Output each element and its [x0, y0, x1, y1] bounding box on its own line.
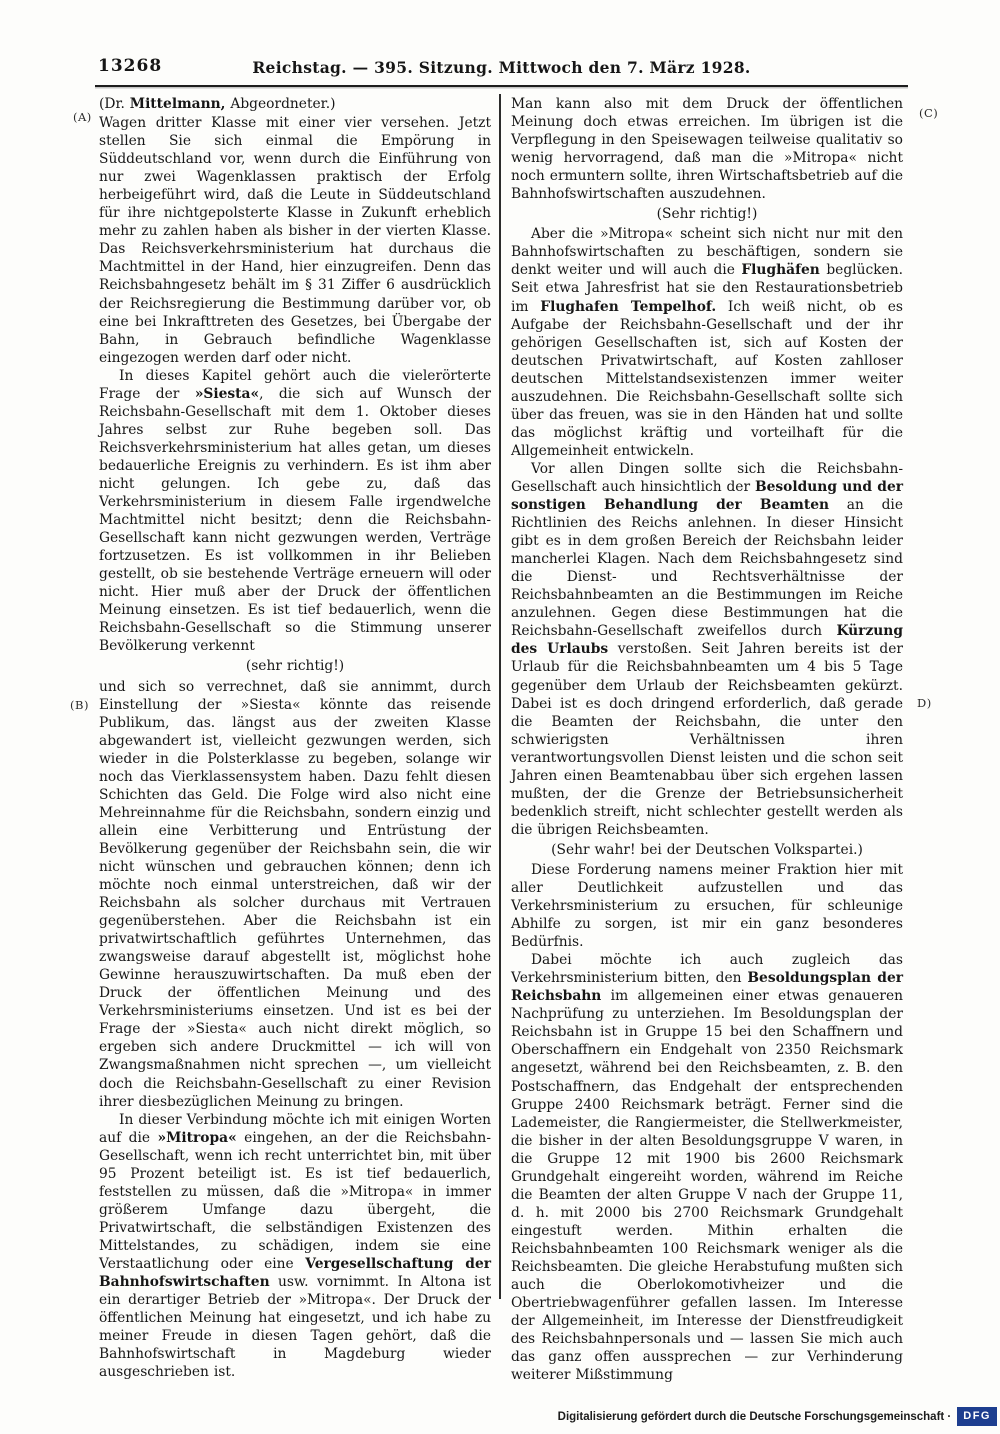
column-divider	[499, 94, 501, 1299]
paragraph	[511, 460, 903, 839]
body-text: verstoßen. Seit Jahren bereits ist der Urlaub für die Reichsbahnbeamten um 4 bis 5 Tage gegenüber dem Urlaub der Reichsbeamten gekürzt. Dabei ist es doch dringend erforderlich, daß gerade die Beamten der Reichsbahn, die unter den schwierigsten Verhältnissen ihren verantwortungsvollen Dienst leisten und die schon seit Jahren einen Beamtenabbau über sich ergehen lassen mußten, der die Grenze der Betriebsunsicherheit bedenklich streift, nicht schlechter gestellt werden als die übrigen Reichsbeamten.	[511, 641, 903, 838]
speaker-line	[99, 95, 491, 113]
body-text: im allgemeinen einer etwas genaueren Nachprüfung zu unterziehen. Im Besoldungsplan der Reichsbahn ist in Gruppe 15 bei den Schaffnern und Oberschaffnern ein Endgehalt von 2350 Reichsmark angesetzt, während bei den Reichsbeamten, z. B. den Postschaffnern, das Endgehalt der entsprechenden Gruppe 2400 Reichsmark beträgt. Ferner sind die Lademeister, die Rangiermeister, die Stellwerkmeister, die bisher in der alten Besoldungsgruppe V waren, in die Gruppe 12 mit 1900 bis 2600 Reichsmark Grundgehalt eingereiht worden, während im Reiche die Beamten der alten Gruppe V nach der Gruppe 11, d. h. mit 2000 bis 2700 Reichsmark Grundgehalt eingestuft werden. Mithin erhalten die Reichsbahnbeamten 100 Reichsmark weniger als die Reichsbeamten. Die gleiche Herabstufung mußten sich auch die Oberlokomotivheizer und die Obertriebwagenführer gefallen lassen. Im Interesse der Allgemeinheit, im Interesse der Dienstfreudigkeit des Reichsbahnpersonals und — lassen Sie mich auch das ganz offen aussprechen — zur Verhinderung weiterer Mißstimmung	[511, 988, 903, 1384]
page-header-title: Reichstag. — 395. Sitzung. Mittwoch den 7. März 1928.	[252, 58, 751, 77]
emphasized-text: Besoldung und der sonstigen Behandlung der Beamten	[511, 478, 903, 514]
emphasized-text: Kürzung des Urlaubs	[511, 623, 903, 658]
right-column	[511, 95, 903, 1384]
body-text: In dieser Verbindung möchte ich mit einigen Worten auf die	[99, 1111, 491, 1146]
margin-marker-d: D)	[917, 696, 932, 710]
margin-marker-b: (B)	[70, 698, 89, 712]
stage-direction: (sehr richtig!)	[245, 658, 345, 675]
stage-direction: (Sehr wahr! bei der Deutschen Volkspartei.)	[551, 841, 863, 858]
body-text: eingehen, an der die Reichsbahn-Gesellschaft, wenn ich recht unterrichtet bin, mit über 95 Prozent beteiligt ist. Es ist tief bedauerlich, feststellen zu müssen, daß die »Mitropa« in immer größerem Umfange dazu übergeht, die Privatwirtschaft, die selbständigen Existenzen des Mittelstandes, zu schädigen, indem sie eine Verstaatlichung oder eine	[99, 1129, 491, 1272]
body-text: Aber die »Mitropa« scheint sich nicht nur mit den Bahnhofswirtschaften zu beschäftigen, sondern sie denkt weiter und will auch die	[511, 226, 903, 279]
page-number: 13268	[98, 56, 163, 76]
body-text: (Dr.	[99, 96, 130, 112]
emphasized-text: »Siesta«	[194, 385, 260, 402]
left-column	[99, 95, 491, 1381]
emphasized-text: Besoldungsplan der Reichsbahn	[511, 970, 903, 1005]
paragraph	[99, 114, 491, 367]
body-text: Wagen dritter Klasse mit einer vier versehen. Jetzt stellen Sie sich einmal die Empörung in Süddeutschland vor, wenn durch die Einführung von nur zwei Wagenklassen praktisch der Erfolg herbeigeführt wird, daß die Leute in Süddeutschland für ihre nichtgepolsterte Klasse in Zukunft erheblich mehr zu zahlen haben als bisher in der vierten Klasse. Das Reichsverkehrsministerium hat durchaus die Machtmittel in der Hand, hier einzugreifen. Denn das Reichsbahngesetz behält im § 31 Ziffer 6 ausdrücklich der Reichsregierung die Bestimmung darüber vor, ob eine bei Inkrafttreten des Gesetzes, bei Übergabe der Bahn, in Gebrauch befindliche Wagenklasse eingezogen werden darf oder nicht.	[99, 115, 491, 366]
margin-marker-a: (A)	[73, 110, 92, 124]
body-text: usw. vornimmt. In Altona ist ein derartiger Betrieb der »Mitropa«. Der Druck der öffentlichen Meinung hat eingesetzt, und ich habe zu meiner Freude in diesen Tagen gehört, daß die Bahnhofswirtschaft in Magdeburg wieder ausgeschrieben ist.	[99, 1274, 491, 1381]
body-text: , die sich auf Wunsch der Reichsbahn-Gesellschaft mit dem 1. Oktober dieses Jahres selbst zur Ruhe begeben soll. Das Reichsverkehrsministerium hat alles getan, um dieses bedauerliche Ereignis zu verhindern. Es ist ihm aber nicht gelungen. Ich gebe zu, daß das Verkehrsministerium in diesem Falle irgendwelche Machtmittel nicht besitzt; denn die Reichsbahn-Gesellschaft kann nicht gezwungen werden, Verträge fortzusetzen. Es ist vollkommen in ihr Belieben gestellt, ob sie bestehende Verträge erneuern will oder nicht. Hier muß aber der Druck der öffentlichen Meinung einsetzen. Es ist tief bedauerlich, wenn die Reichsbahn-Gesellschaft so die Stimmung unserer Bevölkerung verkennt	[99, 385, 491, 655]
paragraph	[511, 951, 903, 1384]
body-text: Ich weiß nicht, ob es Aufgabe der Reichsbahn-Gesellschaft und der ihr gehörigen Gesellschaften ist, sich auf Kosten der deutschen Privatwirtschaft, auf Kosten zahlloser deutschen Mittelstandsexistenzen immer weiter auszudehnen. Die Reichsbahn-Gesellschaft sollte sich über das freuen, was sie in den Händen hat und sollte das möglichst kräftig und vorteilhaft für die Allgemeinheit entwickeln.	[511, 298, 903, 459]
header-rule	[95, 85, 908, 87]
digitization-credit: Digitalisierung gefördert durch die Deutsche Forschungsgemeinschaft ·	[557, 1410, 952, 1423]
paragraph	[511, 861, 903, 951]
emphasized-text: Flughäfen	[741, 262, 820, 279]
body-text: Man kann also mit dem Druck der öffentlichen Meinung doch etwas erreichen. Im übrigen ist die Verpflegung in den Speisewagen teilweise qualitativ so wenig hervorragend, daß man die »Mitropa« nicht noch ermuntern sollte, ihren Wirtschaftsbetrieb auf die Bahnhofswirtschaften auszudehnen.	[511, 96, 903, 203]
paragraph	[99, 1111, 491, 1382]
stage-direction: (Sehr richtig!)	[656, 206, 758, 223]
paragraph	[511, 95, 903, 203]
paragraph	[511, 225, 903, 460]
body-text: an die Richtlinien des Reichs anlehnen. In dieser Hinsicht gibt es in dem großen Bereich der Reichsbahn leider mancherlei Klagen. Nach dem Reichsbahngesetz sind die Dienst- und Rechtsverhältnisse der Reichsbahnbeamten an die Bestimmungen im Reiche anzulehnen. Gegen diese Bestimmungen hat die Reichsbahn-Gesellschaft zweifellos durch	[511, 497, 903, 640]
dfg-logo: DFG	[957, 1407, 997, 1426]
body-text: Abgeordneter.)	[225, 96, 336, 112]
digitization-footer	[558, 1407, 997, 1426]
emphasized-text: Flughafen Tempelhof.	[540, 298, 717, 315]
paragraph	[99, 678, 491, 1111]
body-text: Dabei möchte ich auch zugleich das Verkehrsministerium bitten, den	[511, 952, 903, 987]
body-text: In dieses Kapitel gehört auch die vielerörterte Frage der	[99, 367, 491, 402]
paragraph	[99, 367, 491, 656]
body-text: Diese Forderung namens meiner Fraktion hier mit aller Deutlichkeit aufzustellen und das Verkehrsministerium zu ersuchen, für schleunige Abhilfe zu sorgen, ist mir ein ganz besonderes Bedürfnis.	[511, 861, 903, 951]
body-text: beglücken. Seit etwa Jahresfrist hat sie den Restaurationsbetrieb im	[511, 262, 903, 315]
emphasized-text: »Mitropa«	[157, 1129, 237, 1146]
body-text: Vor allen Dingen sollte sich die Reichsbahn-Gesellschaft auch hinsichtlich der	[511, 460, 903, 495]
emphasized-text: Vergesellschaftung der Bahnhofswirtschaften	[99, 1256, 491, 1291]
body-text: und sich so verrechnet, daß sie annimmt, durch Einstellung der »Siesta« könnte das reisende Publikum, das. längst aus der zweiten Klasse abgewandert ist, vielleicht gezwungen werden, sich wieder in die Polsterklasse zu begeben, solange wir noch das Vierklassensystem haben. Dazu fehlt diesen Schichten das Geld. Die Folge wird also nicht eine Mehreinnahme für die Reichsbahn, sondern einzig und allein eine Verbitterung und Entrüstung der Bevölkerung gegenüber der Reichsbahn sein, die wir nicht wünschen und gebrauchen können; denn ich möchte noch einmal unterstreichen, daß wir der Reichsbahn als solcher durchaus mit Vertrauen gegenüberstehen. Aber die Reichsbahn ist ein privatwirtschaftlich geführtes Unternehmen, das zwangsweise darauf abgestellt ist, möglichst hohe Gewinne herauszuwirtschaften. Da muß eben der Druck der öffentlichen Meinung und des Verkehrsministeriums einsetzen. Und ist es bei der Frage der »Siesta« auch nicht direkt möglich, so ergeben sich andere Druckmittel — ich will von Zwangsmaßnahmen nicht sprechen —, um vielleicht doch die Reichsbahn-Gesellschaft zu einer Revision ihrer diesbezüglichen Meinung zu bringen.	[99, 678, 491, 1110]
emphasized-text: Mittelmann,	[129, 96, 226, 112]
margin-marker-c: (C)	[919, 106, 939, 120]
